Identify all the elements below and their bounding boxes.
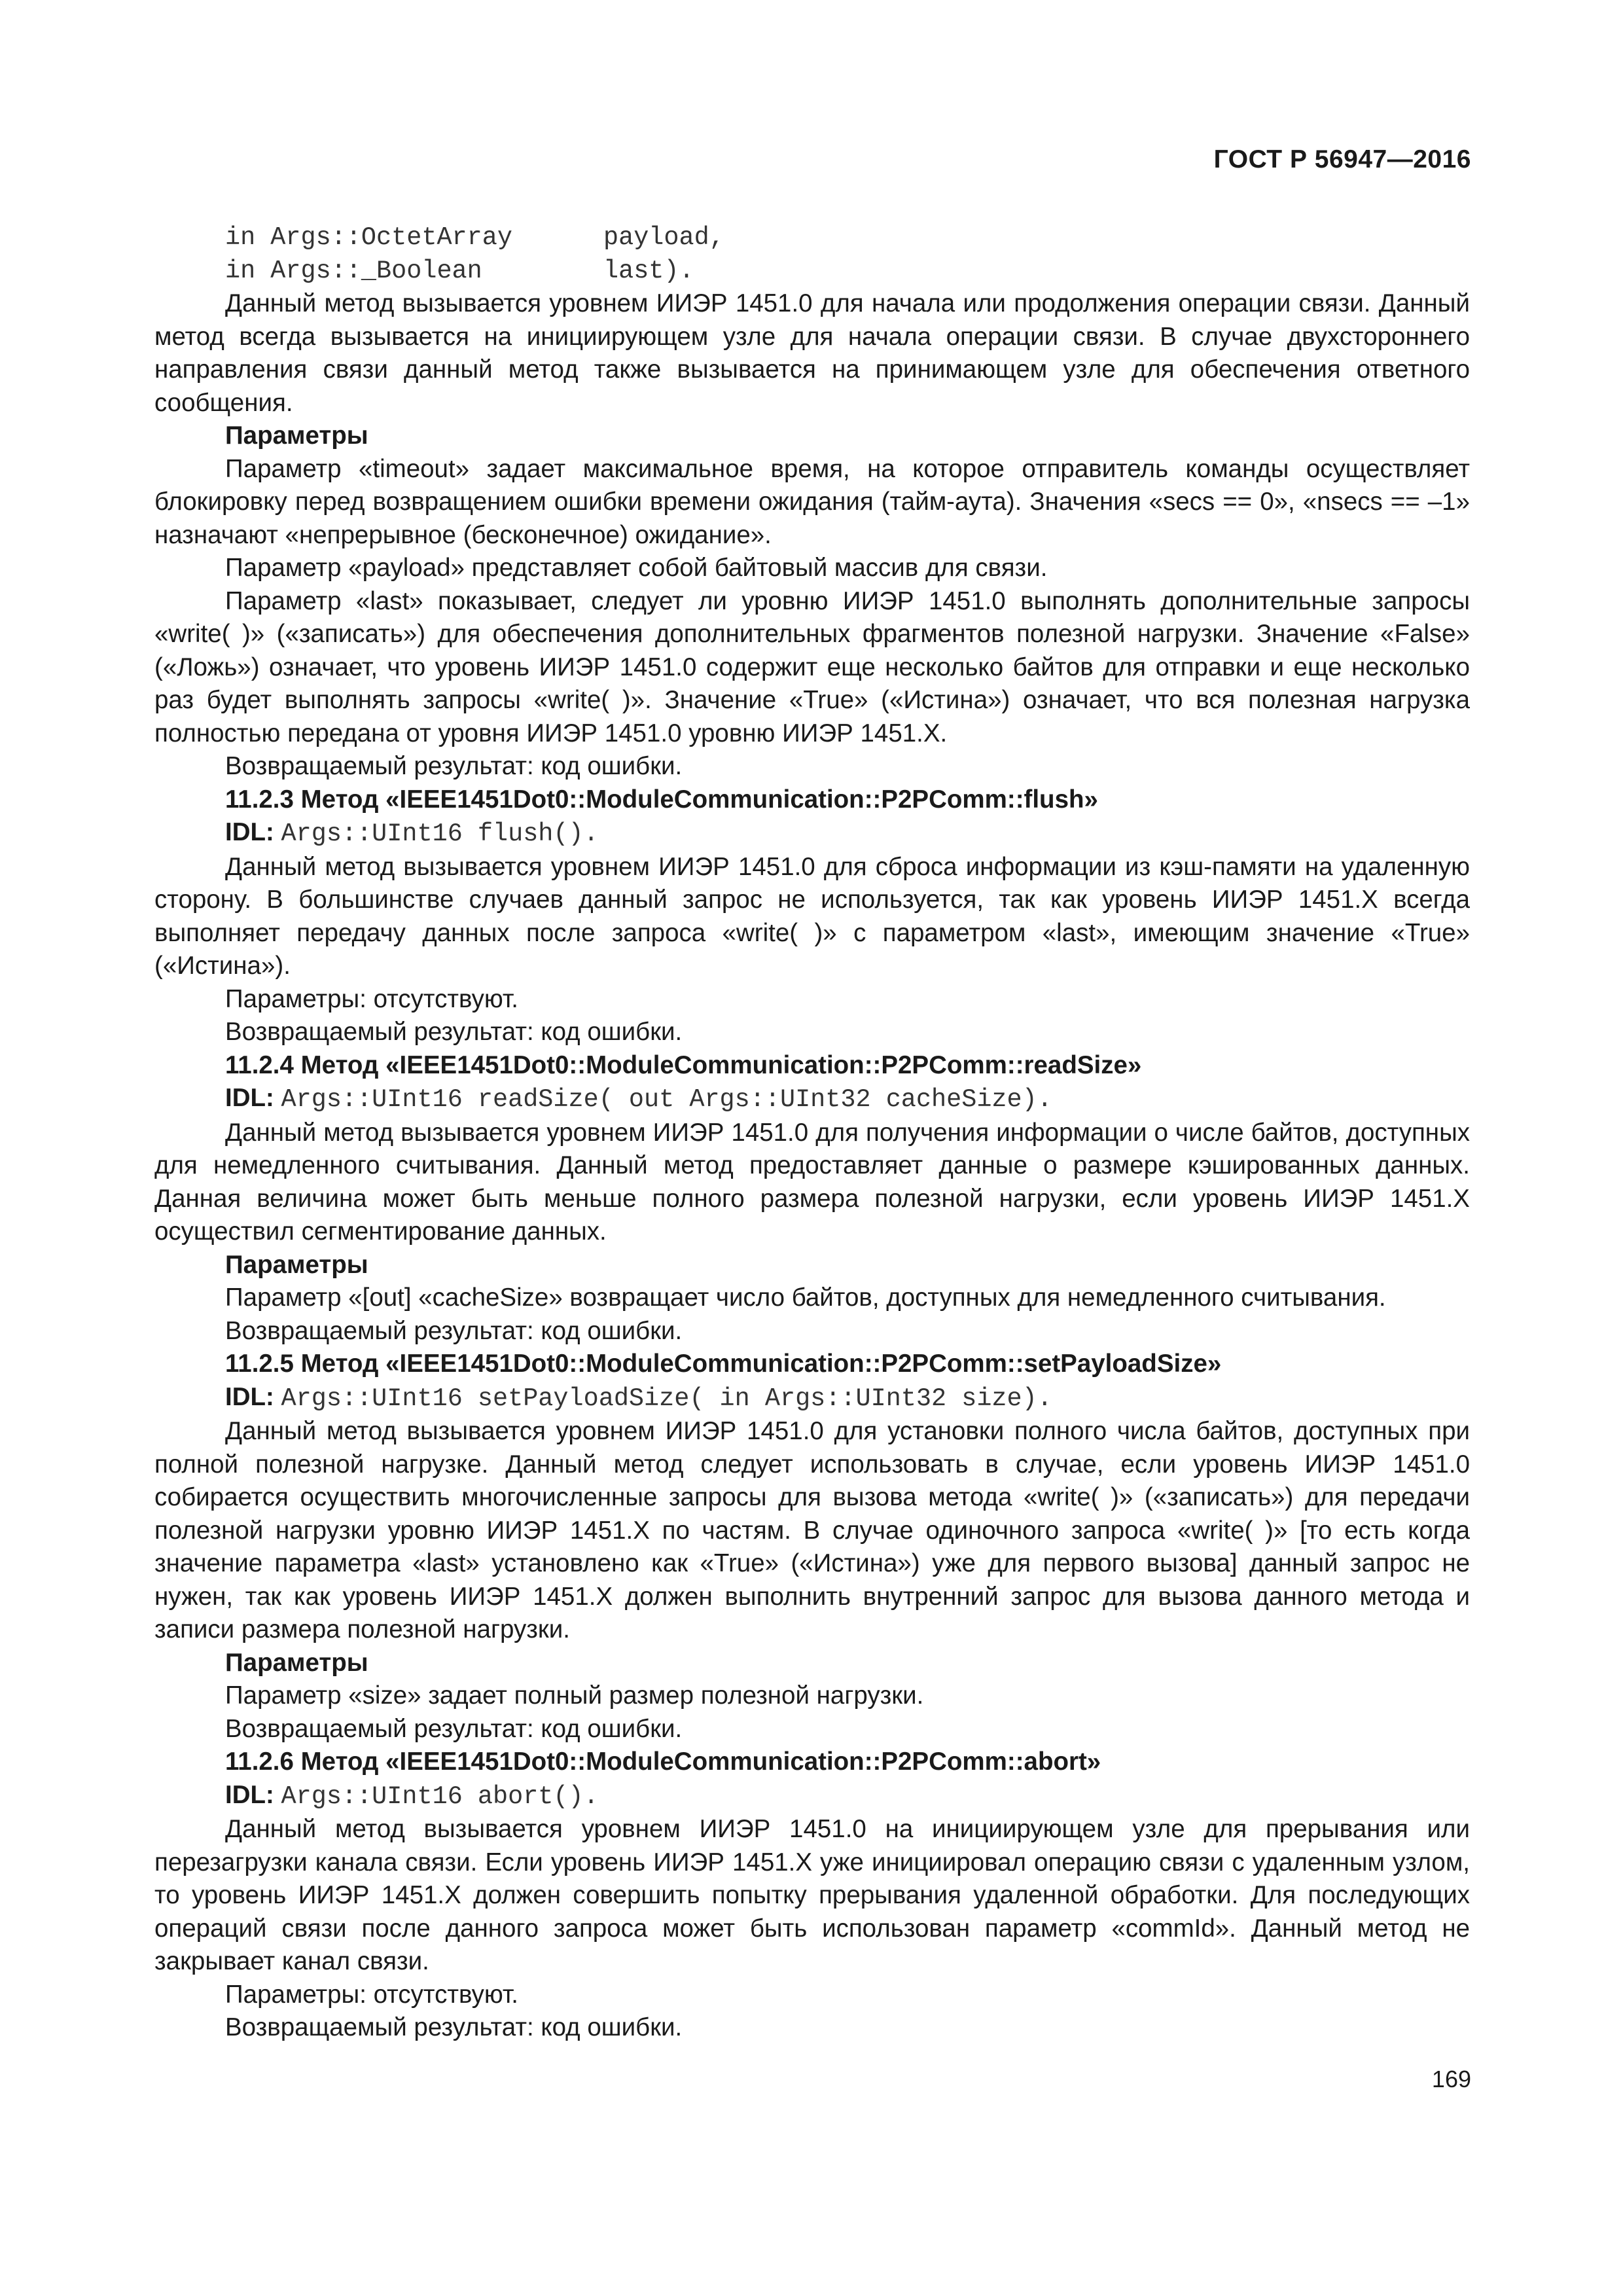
method-heading-setpayloadsize: 11.2.5 Метод «IEEE1451Dot0::ModuleCommunication::P2PComm::setPayloadSize» [225,1350,1222,1378]
document-body [154,221,1470,2045]
paragraph: Параметры: отсутствуют. [225,984,518,1013]
paragraph: Возвращаемый результат: код ошибки. [225,1714,683,1743]
page-number: 169 [1431,2066,1471,2092]
idl-code: Args::UInt16 flush(). [281,819,599,848]
code-param-type: in Args::_Boolean [225,256,482,285]
paragraph: Возвращаемый результат: код ошибки. [225,2013,683,2041]
code-param-name: last). [603,256,694,285]
code-line [154,255,1470,288]
idl-code: Args::UInt16 readSize( out Args::UInt32 cacheSize). [281,1085,1052,1114]
paragraph: Данный метод вызывается уровнем ИИЭР 1451.0 для начала или продолжения операции связи. Данный метод всегда вызывается на инициирующем узле для начала операции связи. В случае двухстороннего направления связи данный метод также вызывается на принимающем узле для обеспечения ответного сообщения. [154,289,1470,417]
idl-signature-abort [154,1779,1470,1814]
idl-signature-flush [154,816,1470,851]
paragraph: Параметр «last» показывает, следует ли уровню ИИЭР 1451.0 выполнять дополнительные запросы «write( )» («записать») для обеспечения дополнительных фрагментов полезной нагрузки. Значение «False» («Ложь») означает, что уровень ИИЭР 1451.0 содержит еще несколько байтов для отправки и еще несколько раз будет выполнять запросы «write( )». Значение «True» («Истина») означает, что вся полезная нагрузка полностью передана от уровня ИИЭР 1451.0 уровню ИИЭР 1451.X. [154,586,1470,747]
idl-code: Args::UInt16 setPayloadSize( in Args::UInt32 size). [281,1384,1052,1413]
paragraph: Параметры: отсутствуют. [225,1980,518,2009]
section-heading: Параметры [225,1648,368,1677]
paragraph: Данный метод вызывается уровнем ИИЭР 1451.0 для получения информации о числе байтов, доступных для немедленного считывания. Данный метод предоставляет данные о размере кэшированных данных. Данная величина может быть меньше полного размера полезной нагрузки, если уровень ИИЭР 1451.X осуществил сегментирование данных. [154,1118,1470,1246]
paragraph: Данный метод вызывается уровнем ИИЭР 1451.0 на инициирующем узле для прерывания или перезагрузки канала связи. Если уровень ИИЭР 1451.X уже инициировал операцию связи с удаленным узлом, то уровень ИИЭР 1451.X должен совершить попытку прерывания удаленной обработки. Для последующих операций связи после данного запроса может быть использован параметр «commId». Данный метод не закрывает канал связи. [154,1815,1470,1975]
code-param-name: payload, [603,223,724,252]
idl-signature-readsize [154,1082,1470,1117]
paragraph: Параметр «size» задает полный размер полезной нагрузки. [225,1681,924,1710]
paragraph: Параметр «[out] «cacheSize» возвращает число байтов, доступных для немедленного считывания. [225,1283,1386,1312]
paragraph: Возвращаемый результат: код ошибки. [225,1316,683,1345]
section-heading: Параметры [225,1250,368,1279]
page-header-standard-id: ГОСТ Р 56947—2016 [1213,145,1471,173]
idl-code: Args::UInt16 abort(). [281,1782,599,1811]
method-heading-abort: 11.2.6 Метод «IEEE1451Dot0::ModuleCommunication::P2PComm::abort» [225,1748,1101,1776]
idl-label: IDL: [225,1780,274,1809]
section-heading: Параметры [225,422,368,450]
paragraph: Возвращаемый результат: код ошибки. [225,752,683,780]
idl-label: IDL: [225,818,274,846]
method-heading-readsize: 11.2.4 Метод «IEEE1451Dot0::ModuleCommunication::P2PComm::readSize» [225,1050,1142,1079]
paragraph: Возвращаемый результат: код ошибки. [225,1018,683,1046]
idl-label: IDL: [225,1084,274,1112]
paragraph: Данный метод вызывается уровнем ИИЭР 1451.0 для установки полного числа байтов, доступных при полной полезной нагрузке. Данный метод следует использовать в случае, если уровень ИИЭР 1451.0 собирается осуществить многочисленные запросы для вызова метода «write( )» («записать») для передачи полезной нагрузки уровню ИИЭР 1451.X по частям. В случае одиночного запроса «write( )» [то есть когда значение параметра «last» установлено как «True» («Истина») уже для первого вызова] данный запрос не нужен, так как уровень ИИЭР 1451.X должен выполнить внутренний запрос для вызова данного метода и записи размера полезной нагрузки. [154,1417,1470,1643]
idl-signature-setpayloadsize [154,1381,1470,1416]
paragraph: Параметр «payload» представляет собой байтовый массив для связи. [225,554,1048,582]
code-param-type: in Args::OctetArray [225,223,512,252]
paragraph: Данный метод вызывается уровнем ИИЭР 1451.0 для сброса информации из кэш-памяти на удаленную сторону. В большинстве случаев данный запрос не используется, так как уровень ИИЭР 1451.X всегда выполняет передачу данных после запроса «write( )» с параметром «last», имеющим значение «True» («Истина»). [154,852,1470,980]
method-heading-flush: 11.2.3 Метод «IEEE1451Dot0::ModuleCommunication::P2PComm::flush» [225,785,1098,814]
paragraph: Параметр «timeout» задает максимальное время, на которое отправитель команды осуществляет блокировку перед возвращением ошибки времени ожидания (тайм-аута). Значения «secs == 0», «nsecs == –1» назначают «непрерывное (бесконечное) ожидание». [154,454,1470,549]
idl-label: IDL: [225,1382,274,1411]
code-line [154,221,1470,255]
